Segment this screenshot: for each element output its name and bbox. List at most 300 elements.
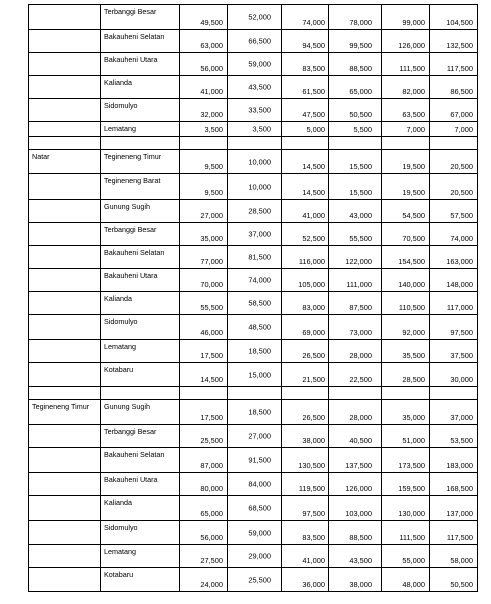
tariff-value-class-5: 92,000 [402,328,425,337]
column-divider [100,387,101,399]
column-divider [281,122,282,136]
table-row [28,340,478,363]
table-row [28,568,478,592]
tariff-value-class-5: 19,500 [402,162,425,171]
column-divider [381,5,382,29]
column-divider [328,76,329,98]
tariff-value-class-6: 37,000 [450,413,473,422]
destination-gate-label: Tegineneng Timur [104,152,162,161]
tariff-value-class-6: 30,000 [450,375,473,384]
column-divider [281,292,282,314]
column-divider [477,315,478,339]
destination-gate-label: Kalianda [104,294,132,303]
tariff-table [28,4,478,592]
tariff-value-class-3: 26,500 [302,413,325,422]
column-divider [227,76,228,98]
tariff-value-class-4: 28,000 [349,413,372,422]
tariff-value-class-1: 41,000 [200,87,223,96]
destination-gate-label: Kalianda [104,78,132,87]
tariff-value-class-3: 69,000 [302,328,325,337]
column-divider [281,387,282,399]
column-divider [328,200,329,222]
tariff-value-class-2: 18,500 [248,346,271,356]
column-divider [328,340,329,362]
column-divider [328,496,329,520]
tariff-value-class-5: 51,000 [402,436,425,445]
column-divider [179,521,180,544]
tariff-value-class-1: 25,500 [200,436,223,445]
column-divider [328,99,329,121]
column-divider [477,340,478,362]
tariff-value-class-3: 36,000 [302,580,325,589]
tariff-value-class-4: 43,500 [349,556,372,565]
column-divider [328,122,329,136]
tariff-value-class-5: 35,000 [402,413,425,422]
tariff-value-class-2: 66,500 [248,36,271,46]
tariff-value-class-6: 53,500 [450,436,473,445]
tariff-value-class-6: 50,500 [450,580,473,589]
column-divider [227,5,228,29]
column-divider [328,137,329,149]
column-divider [429,568,430,591]
column-divider [381,400,382,424]
column-divider [100,269,101,291]
tariff-value-class-5: 126,000 [398,41,425,50]
tariff-value-class-6: 58,000 [450,556,473,565]
destination-gate-label: Gunung Sugih [104,202,150,211]
tariff-value-class-1: 27,000 [200,211,223,220]
column-divider [281,568,282,591]
tariff-value-class-5: 99,000 [402,18,425,27]
column-divider [100,137,101,149]
column-divider [100,200,101,222]
tariff-value-class-5: 111,500 [399,533,425,542]
tariff-value-class-6: 137,000 [446,509,473,518]
column-divider [227,545,228,567]
tariff-value-class-2: 29,000 [248,551,271,561]
column-divider [429,315,430,339]
column-divider [179,473,180,495]
column-divider [227,387,228,399]
tariff-value-class-1: 17,500 [200,413,223,422]
column-divider [281,246,282,268]
column-divider [281,76,282,98]
column-divider [477,448,478,472]
column-divider [281,315,282,339]
column-divider [227,400,228,424]
tariff-value-class-5: 159,500 [398,484,425,493]
column-divider [227,223,228,245]
tariff-value-class-6: 86,500 [450,87,473,96]
tariff-value-class-3: 41,000 [302,556,325,565]
column-divider [28,246,29,268]
column-divider [281,496,282,520]
tariff-value-class-1: 56,000 [200,533,223,542]
column-divider [100,122,101,136]
tariff-value-class-2: 48,500 [248,322,271,332]
column-divider [100,30,101,52]
column-divider [328,473,329,495]
tariff-value-class-2: 59,000 [248,528,271,537]
tariff-value-class-6: 20,500 [450,162,473,171]
column-divider [429,425,430,447]
table-row [28,545,478,568]
column-divider [429,269,430,291]
table-row [28,269,478,292]
column-divider [429,122,430,136]
tariff-value-class-2: 28,500 [248,206,271,216]
column-divider [100,99,101,121]
column-divider [381,496,382,520]
column-divider [328,223,329,245]
column-divider [328,315,329,339]
tariff-value-class-3: 130,500 [298,461,325,470]
column-divider [227,200,228,222]
column-divider [100,246,101,268]
column-divider [179,545,180,567]
column-divider [227,99,228,121]
column-divider [381,387,382,399]
tariff-value-class-2: 58,500 [248,298,271,308]
tariff-value-class-6: 148,000 [446,280,473,289]
tariff-value-class-2: 37,000 [248,229,271,239]
destination-gate-label: Kalianda [104,498,132,507]
tariff-value-class-2: 33,500 [248,105,271,115]
column-divider [28,53,29,75]
column-divider [179,292,180,314]
column-divider [328,545,329,567]
column-divider [179,137,180,149]
destination-gate-label: Lematang [104,547,136,556]
tariff-value-class-4: 111,000 [346,280,372,289]
column-divider [28,76,29,98]
tariff-value-class-4: 88,500 [349,533,372,542]
column-divider [429,400,430,424]
column-divider [477,76,478,98]
table-row [28,400,478,425]
column-divider [381,448,382,472]
column-divider [227,246,228,268]
column-divider [381,568,382,591]
column-divider [227,473,228,495]
column-divider [227,521,228,544]
tariff-value-class-1: 46,000 [200,328,223,337]
tariff-value-class-3: 52,500 [302,234,325,243]
tariff-value-class-3: 21,500 [302,375,325,384]
column-divider [328,363,329,386]
tariff-value-class-3: 5,000 [306,125,325,134]
destination-gate-label: Bakauheni Utara [104,55,158,64]
column-divider [328,246,329,268]
column-divider [429,223,430,245]
column-divider [429,340,430,362]
column-divider [381,76,382,98]
tariff-value-class-5: 19,500 [402,188,425,197]
column-divider [328,53,329,75]
column-divider [28,223,29,245]
column-divider [281,30,282,52]
column-divider [100,315,101,339]
column-divider [281,99,282,121]
column-divider [179,76,180,98]
column-divider [179,387,180,399]
column-divider [381,174,382,199]
tariff-value-class-1: 9,500 [204,162,223,171]
tariff-value-class-4: 73,000 [349,328,372,337]
column-divider [429,137,430,149]
column-divider [179,568,180,591]
column-divider [179,150,180,173]
tariff-value-class-6: 168,500 [446,484,473,493]
tariff-value-class-3: 116,000 [298,257,325,266]
tariff-value-class-2: 74,000 [248,275,271,285]
column-divider [28,315,29,339]
column-divider [429,76,430,98]
column-divider [28,150,29,173]
tariff-value-class-5: 110,500 [398,303,425,312]
column-divider [429,174,430,199]
column-divider [28,387,29,399]
column-divider [429,387,430,399]
table-row [28,292,478,315]
column-divider [328,425,329,447]
column-divider [381,99,382,121]
column-divider [429,363,430,386]
destination-gate-label: Bakauheni Selatan [104,32,165,41]
tariff-value-class-6: 74,000 [450,234,473,243]
tariff-value-class-1: 87,000 [200,461,223,470]
destination-gate-label: Kotabaru [104,365,134,374]
tariff-value-class-1: 9,500 [204,188,223,197]
tariff-value-class-2: 68,500 [248,503,271,513]
tariff-value-class-5: 111,500 [399,64,425,73]
tariff-value-class-5: 55,000 [402,556,425,565]
column-divider [179,30,180,52]
tariff-value-class-5: 173,500 [398,461,425,470]
tariff-value-class-6: 117,500 [446,64,473,73]
column-divider [477,30,478,52]
column-divider [179,448,180,472]
destination-gate-label: Sidomulyo [104,523,138,532]
column-divider [100,448,101,472]
column-divider [381,292,382,314]
tariff-value-class-6: 37,500 [450,351,473,360]
column-divider [227,30,228,52]
column-divider [100,76,101,98]
column-divider [381,363,382,386]
column-divider [28,200,29,222]
column-divider [227,53,228,75]
tariff-value-class-3: 83,500 [302,533,325,542]
column-divider [227,496,228,520]
column-divider [429,545,430,567]
tariff-value-class-4: 50,500 [349,110,372,119]
column-divider [227,150,228,173]
column-divider [281,340,282,362]
tariff-value-class-6: 132,500 [446,41,473,50]
column-divider [328,5,329,29]
column-divider [227,448,228,472]
tariff-value-class-6: 117,000 [446,303,473,312]
column-divider [179,269,180,291]
tariff-value-class-6: 67,000 [450,110,473,119]
column-divider [477,5,478,29]
tariff-value-class-1: 55,500 [200,303,223,312]
column-divider [429,150,430,173]
column-divider [28,363,29,386]
column-divider [429,496,430,520]
column-divider [179,340,180,362]
column-divider [227,363,228,386]
tariff-value-class-2: 59,000 [248,59,271,69]
table-row [28,200,478,223]
column-divider [381,200,382,222]
column-divider [100,363,101,386]
tariff-value-class-4: 55,500 [349,234,372,243]
column-divider [227,122,228,136]
tariff-value-class-3: 94,500 [302,41,325,50]
column-divider [477,99,478,121]
tariff-value-class-1: 70,000 [200,280,223,289]
tariff-value-class-6: 97,500 [450,328,473,337]
tariff-value-class-6: 57,500 [450,211,473,220]
tariff-value-class-1: 49,500 [200,18,223,27]
table-row [28,473,478,496]
column-divider [281,400,282,424]
column-divider [477,400,478,424]
destination-gate-label: Terbanggi Besar [104,427,157,436]
column-divider [328,269,329,291]
column-divider [477,568,478,591]
tariff-value-class-5: 70,500 [402,234,425,243]
tariff-value-class-5: 154,500 [398,257,425,266]
column-divider [281,53,282,75]
column-divider [381,122,382,136]
tariff-value-class-6: 183,000 [446,461,473,470]
column-divider [477,496,478,520]
destination-gate-label: Terbanggi Besar [104,225,157,234]
tariff-value-class-2: 52,000 [248,12,271,22]
tariff-value-class-2: 10,000 [248,157,271,166]
tariff-value-class-3: 38,000 [302,436,325,445]
column-divider [477,246,478,268]
column-divider [100,568,101,591]
tariff-value-class-2: 18,500 [248,407,271,417]
tariff-value-class-6: 20,500 [450,188,473,197]
tariff-value-class-5: 54,500 [402,211,425,220]
tariff-value-class-3: 14,500 [302,188,325,197]
column-divider [227,137,228,149]
tariff-value-class-3: 97,500 [302,509,325,518]
tariff-value-class-4: 126,000 [345,484,372,493]
destination-gate-label: Bakauheni Selatan [104,248,165,257]
tariff-value-class-4: 15,500 [349,188,372,197]
column-divider [281,137,282,149]
group-separator [28,387,478,400]
column-divider [28,292,29,314]
table-row [28,150,478,174]
column-divider [477,521,478,544]
column-divider [381,473,382,495]
column-divider [179,496,180,520]
column-divider [179,223,180,245]
tariff-value-class-2: 3,500 [252,124,271,134]
column-divider [477,174,478,199]
tariff-value-class-3: 14,500 [302,162,325,171]
tariff-value-class-3: 74,000 [302,18,325,27]
column-divider [429,5,430,29]
column-divider [328,292,329,314]
column-divider [100,473,101,495]
column-divider [429,30,430,52]
column-divider [477,363,478,386]
tariff-value-class-3: 83,500 [302,64,325,73]
tariff-value-class-3: 83,000 [302,303,325,312]
table-row [28,76,478,99]
origin-gate-label: Tegineneng Timur [32,402,90,411]
column-divider [100,545,101,567]
table-row [28,99,478,122]
column-divider [381,150,382,173]
column-divider [281,448,282,472]
tariff-value-class-3: 47,500 [302,110,325,119]
column-divider [328,568,329,591]
tariff-value-class-1: 35,000 [200,234,223,243]
column-divider [100,53,101,75]
tariff-value-class-1: 27,500 [200,556,223,565]
column-divider [429,473,430,495]
column-divider [28,137,29,149]
column-divider [179,174,180,199]
tariff-value-class-2: 27,000 [248,431,271,441]
table-row [28,53,478,76]
column-divider [477,387,478,399]
tariff-value-class-3: 105,000 [298,280,325,289]
tariff-value-class-4: 40,500 [349,436,372,445]
destination-gate-label: Gunung Sugih [104,402,150,411]
column-divider [429,99,430,121]
destination-gate-label: Sidomulyo [104,317,138,326]
tariff-value-class-6: 104,500 [446,18,473,27]
table-row [28,30,478,53]
tariff-value-class-2: 81,500 [248,252,271,262]
column-divider [281,545,282,567]
tariff-value-class-5: 28,500 [402,375,425,384]
tariff-value-class-5: 63,500 [402,110,425,119]
column-divider [28,269,29,291]
tariff-value-class-1: 32,000 [200,110,223,119]
column-divider [100,223,101,245]
column-divider [179,315,180,339]
column-divider [227,568,228,591]
column-divider [328,174,329,199]
column-divider [328,400,329,424]
column-divider [227,269,228,291]
column-divider [281,150,282,173]
tariff-value-class-2: 43,500 [248,82,271,92]
table-row [28,246,478,269]
column-divider [328,150,329,173]
column-divider [179,200,180,222]
tariff-value-class-6: 117,500 [446,533,473,542]
column-divider [381,223,382,245]
origin-gate-label: Natar [32,152,50,161]
column-divider [381,137,382,149]
column-divider [381,545,382,567]
tariff-value-class-1: 80,000 [200,484,223,493]
column-divider [28,496,29,520]
column-divider [100,400,101,424]
